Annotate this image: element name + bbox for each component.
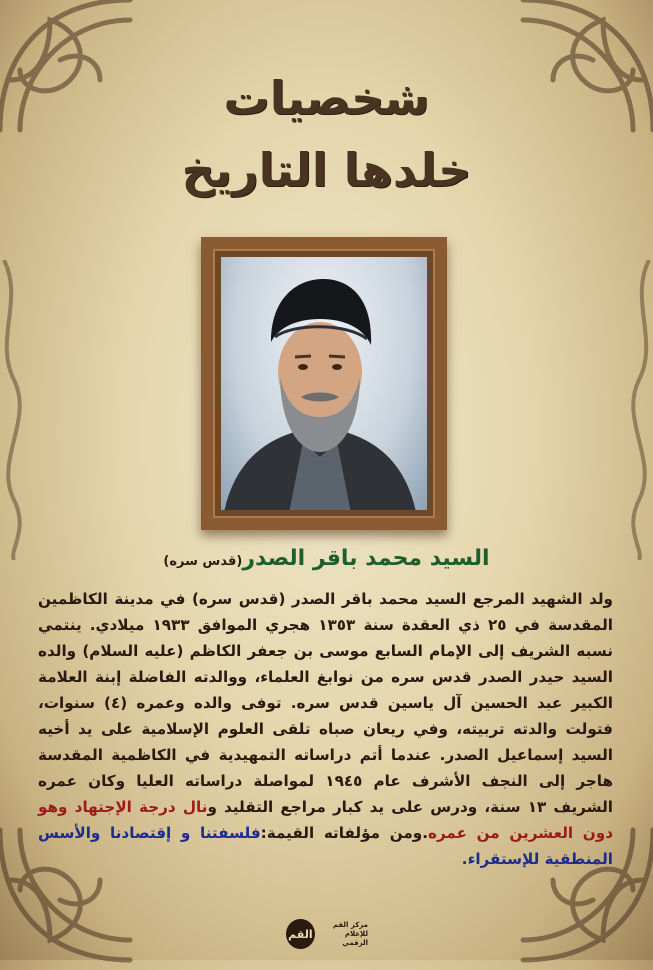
biography-text — [38, 586, 613, 872]
portrait-frame — [201, 237, 447, 530]
person-name-suffix: (قدس سره) — [163, 554, 243, 569]
bio-highlight-red: نال درجة الإجتهاد وهو دون العشرين من عمره — [38, 798, 613, 842]
bio-highlight-blue: فلسفتنا و إقتصادنا والأسس المنطقية للإستقراء. — [38, 824, 613, 868]
portrait-illustration — [221, 257, 427, 510]
side-ornament-right — [619, 260, 653, 560]
logo-mark: القم — [286, 919, 315, 949]
footer-logo — [286, 916, 368, 952]
person-name: السيد محمد باقر الصدر — [242, 546, 490, 571]
portrait-image — [221, 257, 427, 510]
bio-main: ولد الشهيد المرجع السيد محمد باقر الصدر (قدس سره) في مدينة الكاظمين المقدسة في ٢٥ ذي العقدة سنة ١٣٥٣ هجري الموافق ١٩٣٣ ميلادي. ينتمي نسبه الشريف إلى الإمام السابع موسى بن جعفر الكاظم (عليه السلام) والده السيد حيدر الصدر قدس سره من نوابغ العلماء، ووالدته الفاضلة إبنة العلامة الكبير عبد الحسين آل ياسين قدس سره. توفى والده وعمره (٤) سنوات، فتولت والدته تربيته، وفي ريعان صباه تلقى العلوم الإسلامية على يد أخيه السيد إسماعيل الصدر. عندما أتم دراساته التمهيدية في الكاظمية المقدسة هاجر إلى النجف الأشرف عام ١٩٤٥ لمواصلة دراساته العليا وكان عمره الشريف ١٣ سنة، ودرس على يد كبار مراجع التقليد و — [38, 590, 614, 816]
page-title-line1: شخصيات — [223, 71, 430, 125]
logo-text: مركز القم للإعلام الرقمي — [332, 920, 368, 947]
side-ornament-left — [0, 260, 34, 560]
page-title-line2: خلدها التاريخ — [181, 143, 472, 197]
person-name-line — [0, 546, 653, 571]
bio-mid: .ومن مؤلفاته القيمة: — [260, 824, 428, 842]
